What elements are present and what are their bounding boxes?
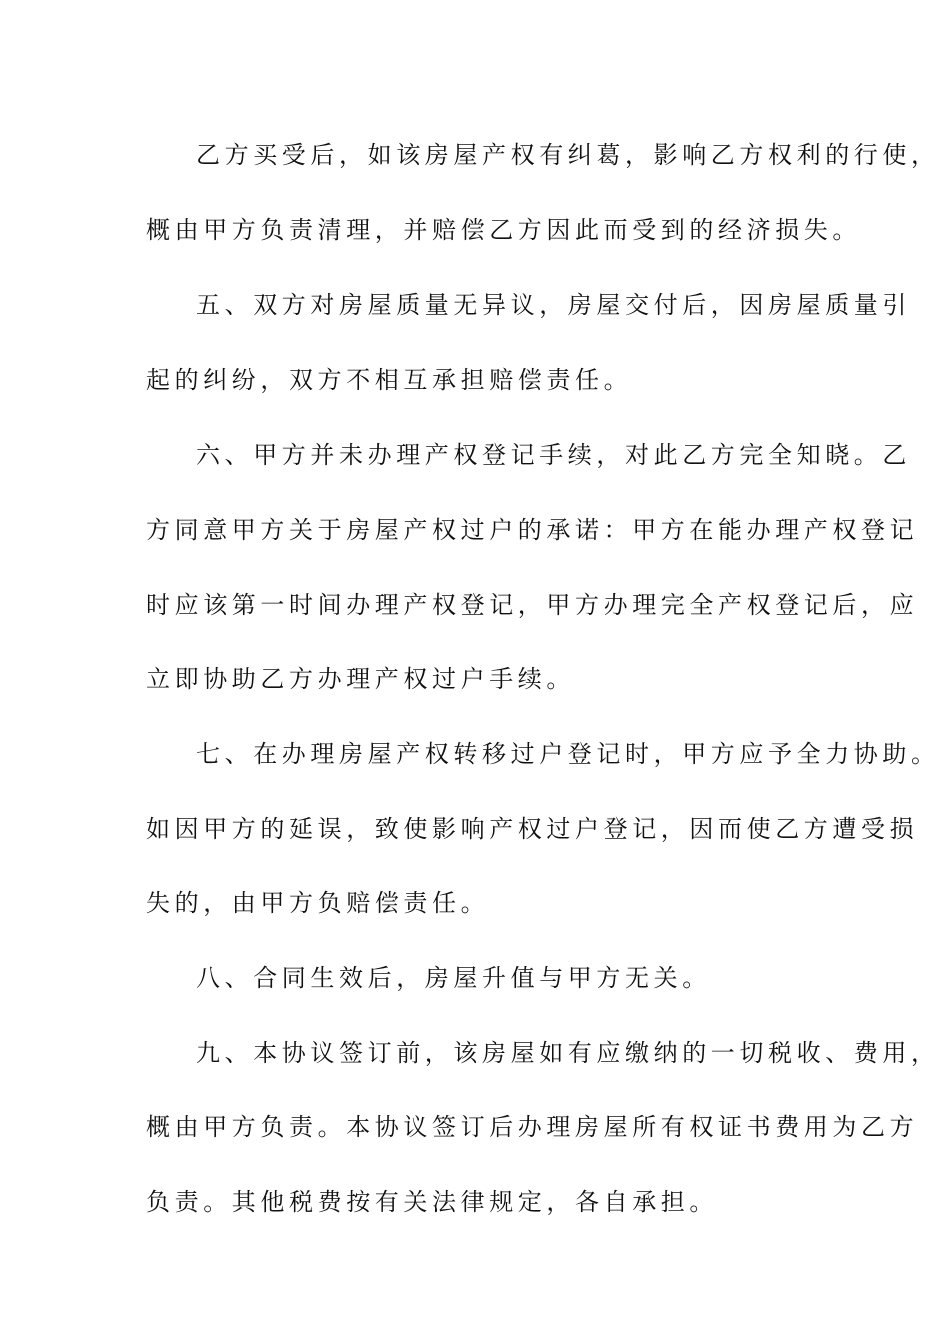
clause-9-line: 九、本协议签订前，该房屋如有应缴纳的一切税收、费用， [196, 1039, 940, 1067]
clause-5-line: 五、双方对房屋质量无异议，房屋交付后，因房屋质量引 [196, 291, 911, 319]
clause-6-line: 立即协助乙方办理产权过户手续。 [146, 665, 575, 693]
clause-7-line: 失的，由甲方负赔偿责任。 [146, 889, 490, 917]
clause-9-line: 负责。其他税费按有关法律规定，各自承担。 [146, 1188, 718, 1216]
clause-6-line: 方同意甲方关于房屋产权过户的承诺：甲方在能办理产权登记 [146, 516, 919, 544]
clause-9-line: 概由甲方负责。本协议签订后办理房屋所有权证书费用为乙方 [146, 1113, 919, 1141]
clause-6-line: 六、甲方并未办理产权登记手续，对此乙方完全知晓。乙 [196, 441, 911, 469]
paragraph-text-line: 乙方买受后，如该房屋产权有纠葛，影响乙方权利的行使， [196, 141, 940, 169]
clause-7-line: 七、在办理房屋产权转移过户登记时，甲方应予全力协助。 [196, 740, 940, 768]
clause-5-line: 起的纠纷，双方不相互承担赔偿责任。 [146, 366, 633, 394]
clause-7-line: 如因甲方的延误，致使影响产权过户登记，因而使乙方遭受损 [146, 815, 919, 843]
clause-8-line: 八、合同生效后，房屋升值与甲方无关。 [196, 964, 711, 992]
paragraph-text-line: 概由甲方负责清理，并赔偿乙方因此而受到的经济损失。 [146, 216, 861, 244]
clause-6-line: 时应该第一时间办理产权登记，甲方办理完全产权登记后，应 [146, 591, 919, 619]
